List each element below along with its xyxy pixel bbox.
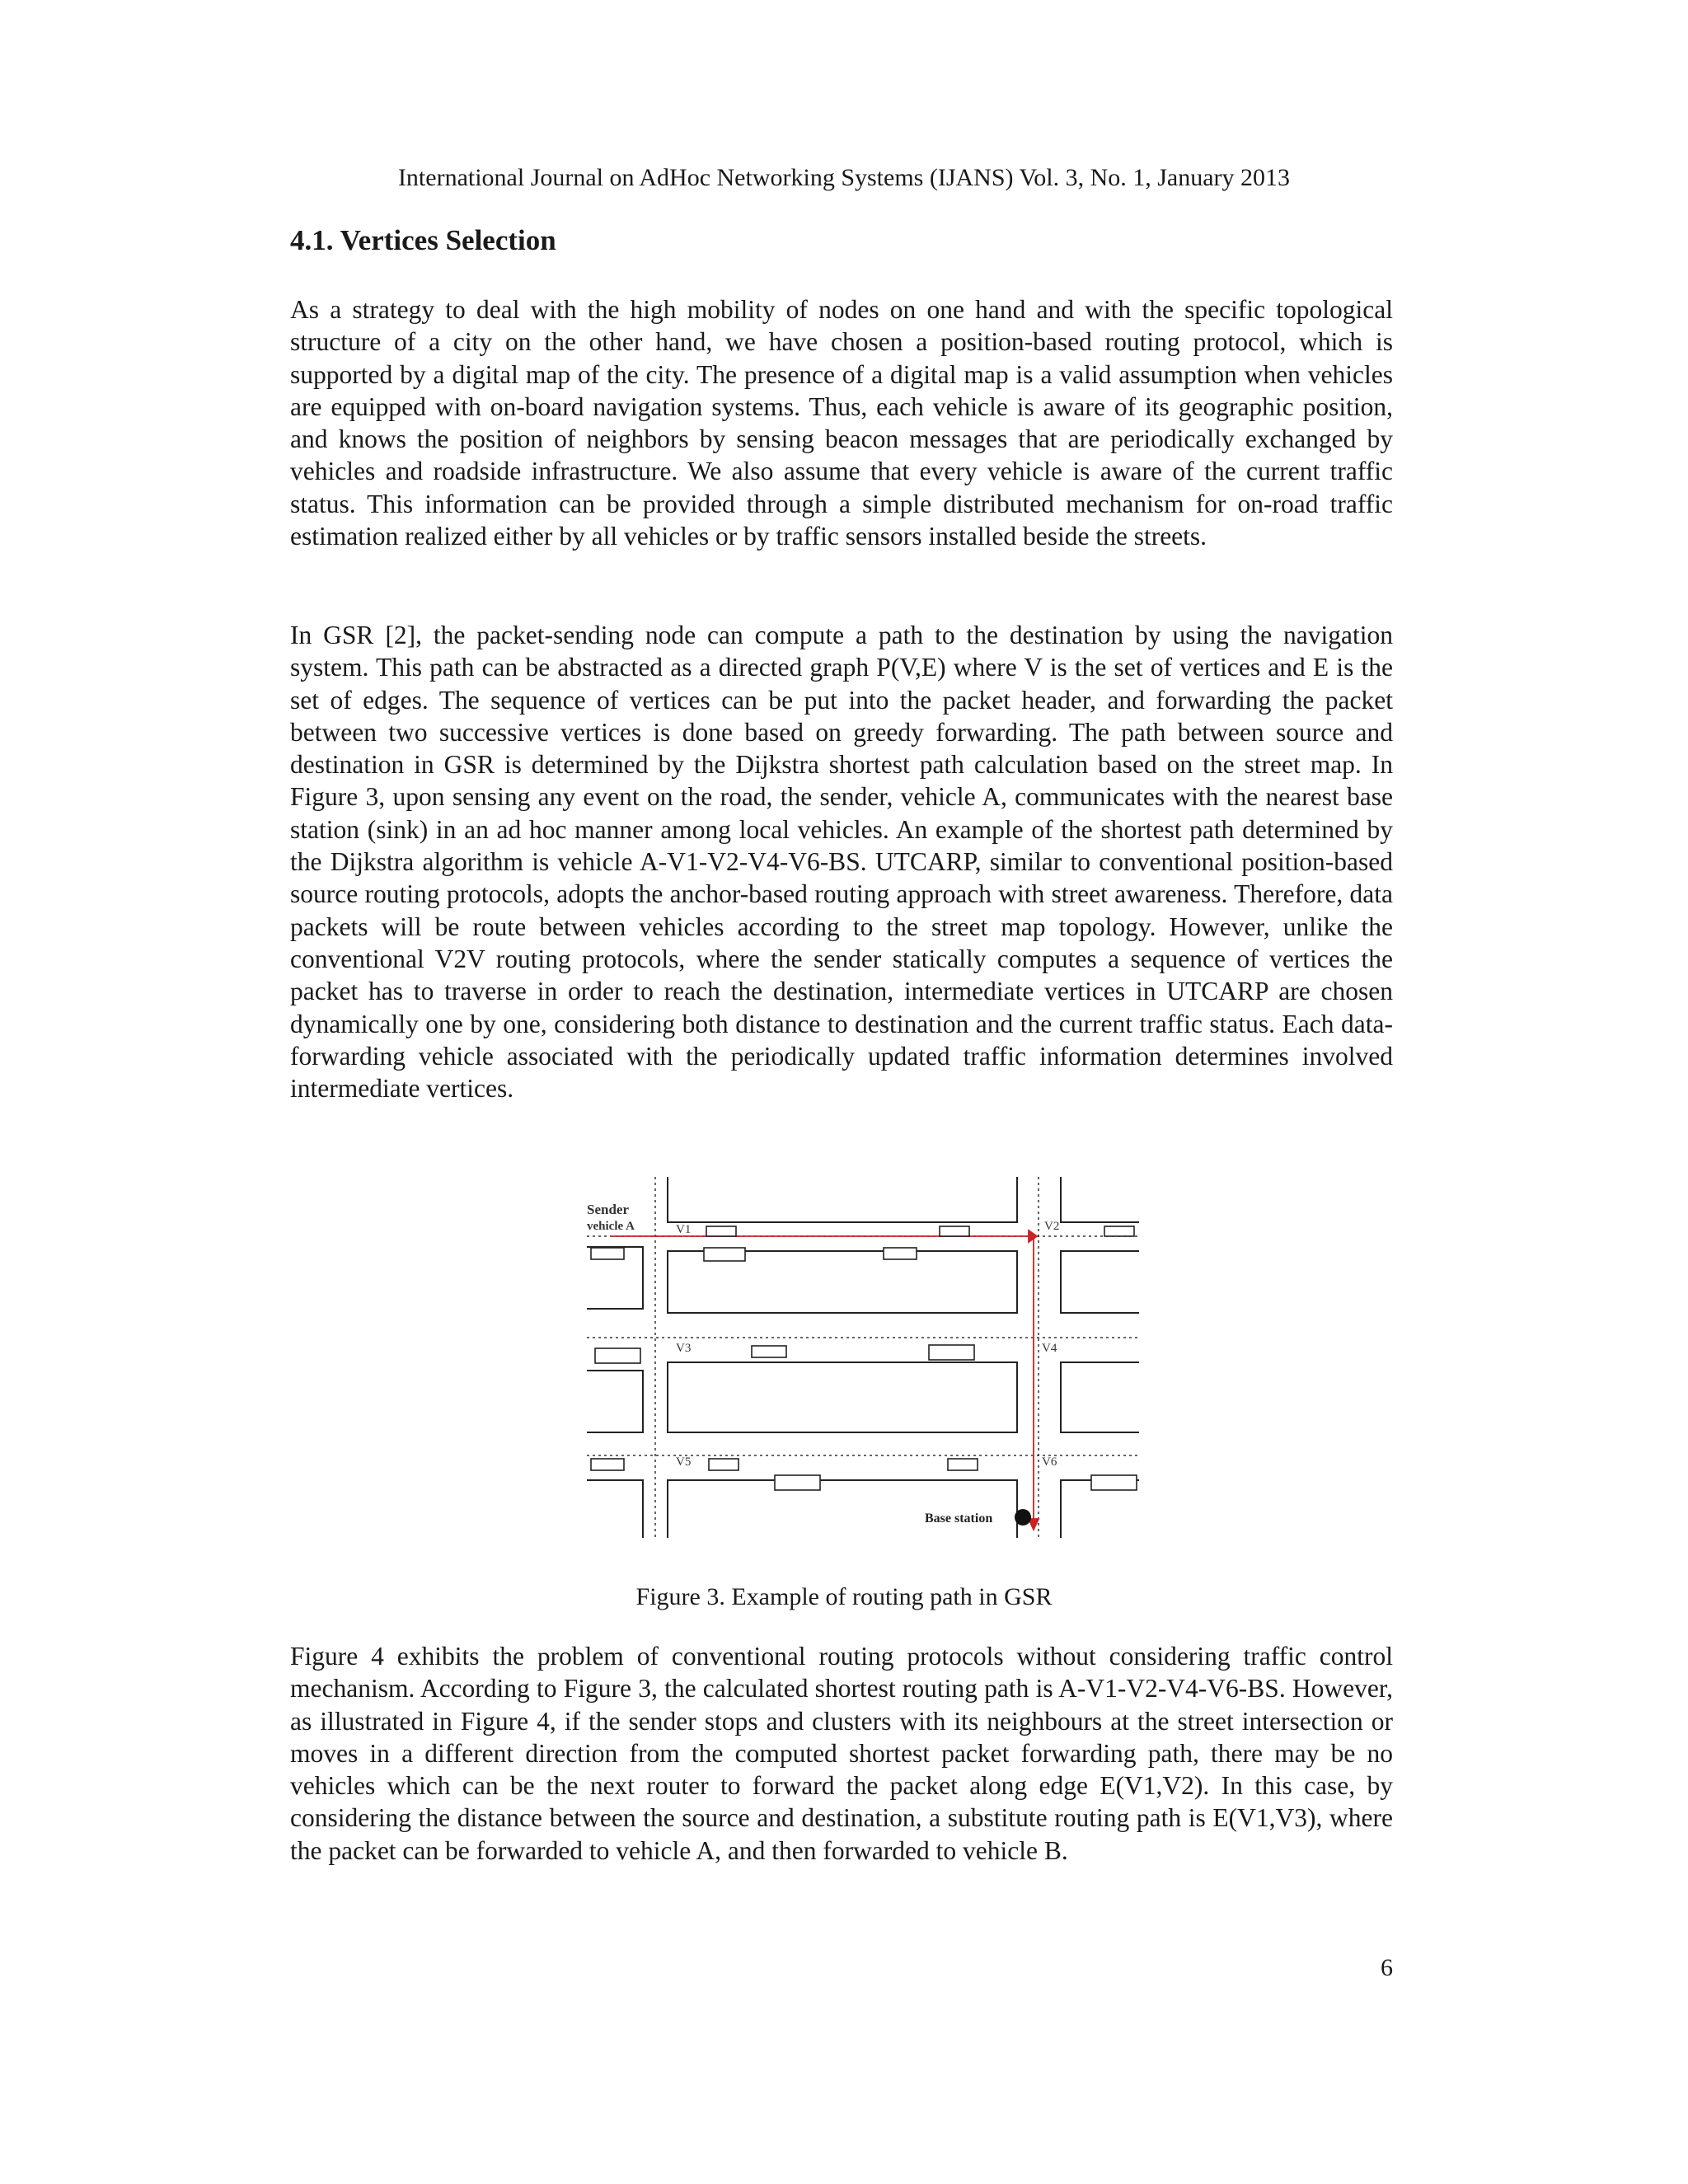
sender-label-line2: vehicle A (587, 1220, 635, 1233)
vertex-v3-label: V3 (676, 1342, 692, 1355)
vehicle (1091, 1475, 1137, 1490)
vertex-v5-label: V5 (676, 1455, 692, 1469)
vehicle (704, 1248, 745, 1261)
paragraph-1: As a strategy to deal with the high mobility of nodes on one hand and with the specific topological structure of a city on the other hand, we have chosen a position-based routing protocol, which is supported by a digital map of the city. The presence of a digital map is a valid assumption when vehicles are equipped with on-board navigation systems. Thus, each vehicle is aware of its geographic position, and knows the position of neighbors by sensing beacon messages that are periodically exchanged by vehicles and roadside infrastructure. We also assume that every vehicle is aware of the current traffic status. This information can be provided through a simple distributed mechanism for on-road traffic estimation realized either by all vehicles or by traffic sensors installed beside the streets. (290, 295, 1393, 551)
block-center-bottom (668, 1480, 1017, 1538)
vertex-v2-label: V2 (1044, 1220, 1060, 1233)
figure-caption: Figure 3. Example of routing path in GSR (635, 1583, 1053, 1610)
vehicle (1104, 1226, 1134, 1236)
block-left-bottom (587, 1480, 643, 1538)
sender-label: Sender (587, 1202, 629, 1217)
vehicle (591, 1459, 624, 1470)
block-top-center (668, 1177, 1017, 1222)
vehicle (752, 1346, 786, 1357)
journal-header: International Journal on AdHoc Networking Systems (IJANS) Vol. 3, No. 1, January 2013 (397, 164, 1291, 191)
section-heading: 4.1. Vertices Selection (290, 224, 556, 256)
vehicle (709, 1459, 738, 1470)
figure-3-routing-map (587, 1177, 1139, 1540)
vertex-v1-label: V1 (676, 1223, 692, 1236)
vehicle (595, 1348, 640, 1363)
vehicle (940, 1226, 969, 1236)
vehicle (706, 1226, 736, 1236)
block-right-1 (1061, 1251, 1139, 1313)
block-right-2 (1061, 1362, 1139, 1432)
vehicle (884, 1248, 917, 1259)
vehicle (775, 1475, 820, 1490)
page-number: 6 (1381, 1954, 1393, 1981)
vehicle (929, 1345, 974, 1360)
base-station-label: Base station (925, 1511, 993, 1526)
paragraph-3: Figure 4 exhibits the problem of conventional routing protocols without considering traffic control mechanism. According to Figure 3, the calculated shortest routing path is A-V1-V2-V4-V6-BS. However, as illustrated in Figure 4, if the sender stops and clusters with its neighbours at the street intersection or moves in a different direction from the computed shortest packet forwarding path, there may be no vehicles which can be the next router to forward the packet along edge E(V1,V2). In this case, by considering the distance between the source and destination, a substitute routing path is E(V1,V3), where the packet can be forwarded to vehicle A, and then forwarded to vehicle B. (290, 1642, 1393, 1865)
block-left-mid (587, 1371, 643, 1432)
paragraph-2: In GSR [2], the packet-sending node can compute a path to the destination by using the navigation system. This path can be abstracted as a directed graph P(V,E) where V is the set of vertices and E is the set of edges. The sequence of vertices can be put into the packet header, and forwarding the packet between two successive vertices is done based on greedy forwarding. The path between source and destination in GSR is determined by the Dijkstra shortest path calculation based on the street map. In Figure 3, upon sensing any event on the road, the sender, vehicle A, communicates with the nearest base station (sink) in an ad hoc manner among local vehicles. An example of the shortest path determined by the Dijkstra algorithm is vehicle A-V1-V2-V4-V6-BS. UTCARP, similar to conventional position-based source routing protocols, adopts the anchor-based routing approach with street awareness. Therefore, data packets will be route between vehicles according to the street map topology. However, unlike the conventional V2V routing protocols, where the sender statically computes a sequence of vertices the packet has to traverse in order to reach the destination, intermediate vertices in UTCARP are chosen dynamically one by one, considering both distance to destination and the current traffic status. Each data-forwarding vehicle associated with the periodically updated traffic information determines involved intermediate vertices. (290, 621, 1393, 1104)
vertex-labels (587, 1202, 1059, 1526)
block-center-2 (668, 1362, 1017, 1432)
vehicles (591, 1226, 1137, 1490)
routing-path (612, 1230, 1039, 1530)
vertex-v4-label: V4 (1042, 1342, 1057, 1355)
vertex-v6-label: V6 (1042, 1455, 1057, 1469)
vehicle (948, 1459, 978, 1470)
vehicle (591, 1248, 624, 1259)
street-map-diagram (587, 1177, 1139, 1540)
block-right-top (1061, 1177, 1139, 1222)
base-station-icon (1015, 1509, 1031, 1526)
